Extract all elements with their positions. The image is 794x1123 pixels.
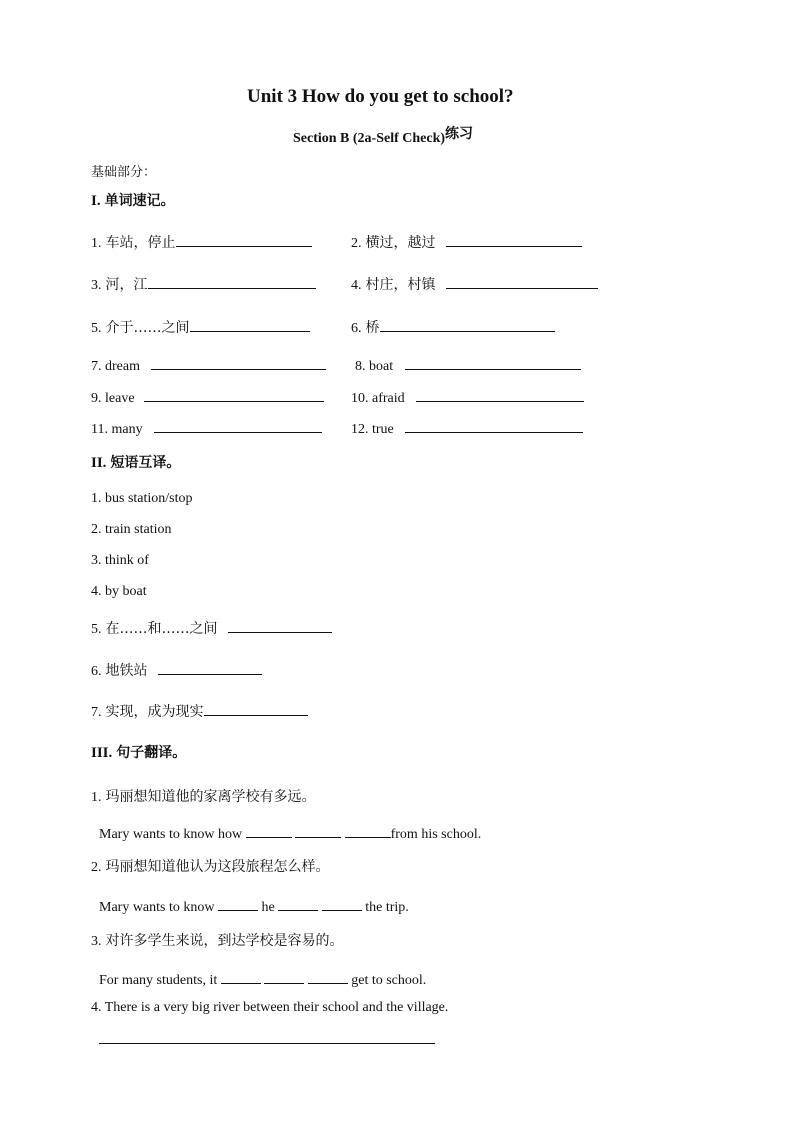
- answer-blank[interactable]: [144, 387, 324, 402]
- page-title: Unit 3 How do you get to school?: [247, 86, 514, 107]
- vocab-item: [91, 418, 322, 438]
- vocab-prompt: 村庄，村镇: [365, 277, 436, 293]
- answer-blank[interactable]: [295, 823, 341, 838]
- sentence-answer-line: [99, 969, 426, 989]
- phrase-item: 4. by boat: [91, 584, 147, 599]
- answer-blank[interactable]: [308, 969, 348, 984]
- answer-blank[interactable]: [446, 232, 582, 247]
- vocab-prompt: 9. leave: [91, 391, 135, 406]
- phrase-item: [91, 701, 308, 721]
- vocab-prompt: 12. true: [351, 422, 394, 437]
- answer-blank[interactable]: [264, 969, 304, 984]
- phrase-number: 5.: [91, 622, 102, 637]
- sentence-en-start: For many students, it: [99, 973, 218, 988]
- vocab-item: [351, 317, 555, 337]
- phrase-number: 7.: [91, 705, 102, 720]
- vocab-number: 2.: [351, 236, 362, 251]
- subtitle-en: Section B (2a-Self Check): [293, 131, 446, 146]
- vocab-item: [351, 232, 582, 252]
- vocab-number: 4.: [351, 278, 362, 293]
- sentence-number: 2.: [91, 860, 102, 875]
- sentence-en-end: get to school.: [351, 973, 427, 988]
- sentence-prompt: [91, 786, 316, 806]
- answer-blank[interactable]: [228, 618, 332, 633]
- vocab-prompt: 桥: [365, 320, 380, 336]
- vocab-prompt: 10. afraid: [351, 391, 405, 406]
- answer-blank[interactable]: [218, 896, 258, 911]
- vocab-prompt: 横过，越过: [365, 235, 436, 251]
- answer-blank[interactable]: [405, 355, 581, 370]
- section-1-numeral: I.: [91, 193, 101, 209]
- vocab-number: 5.: [91, 321, 102, 336]
- answer-blank[interactable]: [246, 823, 292, 838]
- answer-blank[interactable]: [154, 418, 322, 433]
- answer-blank[interactable]: [345, 823, 391, 838]
- sentence-en-end: the trip.: [365, 900, 409, 915]
- section-3-title: 句子翻译。: [116, 745, 187, 761]
- vocab-item: [91, 232, 312, 252]
- vocab-number: 6.: [351, 321, 362, 336]
- phrase-prompt: 地铁站: [105, 663, 148, 679]
- section-3-heading: [91, 742, 186, 762]
- phrase-item: 1. bus station/stop: [91, 491, 193, 506]
- phrase-item: [91, 660, 262, 680]
- subtitle-cn: 练习: [445, 126, 474, 142]
- vocab-number: 3.: [91, 278, 102, 293]
- sentence-answer-line: [99, 823, 481, 843]
- answer-blank[interactable]: [158, 660, 262, 675]
- phrase-prompt: 在……和……之间: [105, 621, 218, 637]
- sentence-en-mid: he: [261, 900, 275, 915]
- phrase-item: 3. think of: [91, 553, 149, 568]
- answer-blank[interactable]: [278, 896, 318, 911]
- sentence-prompt: [91, 930, 344, 950]
- vocab-prompt: 车站，停止: [105, 235, 176, 251]
- answer-blank[interactable]: [176, 232, 312, 247]
- sentence-prompt: [91, 856, 330, 876]
- answer-blank[interactable]: [446, 274, 598, 289]
- phrase-number: 6.: [91, 664, 102, 679]
- section-2-heading: [91, 452, 180, 472]
- sentence-en-start: Mary wants to know how: [99, 827, 243, 842]
- vocab-prompt: 河，江: [105, 277, 148, 293]
- basic-section-label: 基础部分：: [91, 165, 157, 180]
- section-2-title: 短语互译。: [110, 455, 181, 471]
- phrase-item: [91, 618, 332, 638]
- vocab-prompt: 7. dream: [91, 359, 140, 374]
- sentence-number: 3.: [91, 934, 102, 949]
- answer-blank[interactable]: [405, 418, 583, 433]
- vocab-item: [91, 387, 324, 407]
- vocab-item: [91, 274, 316, 294]
- answer-blank[interactable]: [204, 701, 308, 716]
- answer-blank[interactable]: [416, 387, 584, 402]
- sentence-answer-line: [99, 896, 409, 916]
- sentence-cn: 玛丽想知道他认为这段旅程怎么样。: [105, 859, 330, 875]
- answer-blank[interactable]: [190, 317, 310, 332]
- section-2-numeral: II.: [91, 455, 107, 471]
- answer-line[interactable]: [99, 1043, 435, 1044]
- answer-blank[interactable]: [221, 969, 261, 984]
- section-1-title: 单词速记。: [104, 193, 175, 209]
- vocab-item: [351, 387, 584, 407]
- answer-blank[interactable]: [322, 896, 362, 911]
- answer-blank[interactable]: [148, 274, 316, 289]
- vocab-prompt: 介于……之间: [105, 320, 190, 336]
- page-subtitle: [293, 127, 473, 147]
- vocab-number: 1.: [91, 236, 102, 251]
- vocab-prompt: 8. boat: [355, 359, 394, 374]
- vocab-item: [91, 355, 326, 375]
- phrase-prompt: 实现，成为现实: [105, 704, 204, 720]
- section-3-numeral: III.: [91, 745, 113, 761]
- vocab-item: [351, 418, 583, 438]
- vocab-item: [91, 317, 310, 337]
- phrase-item: 2. train station: [91, 522, 172, 537]
- vocab-item: [351, 274, 598, 294]
- sentence-number: 1.: [91, 790, 102, 805]
- sentence-en-start: Mary wants to know: [99, 900, 215, 915]
- answer-blank[interactable]: [151, 355, 326, 370]
- vocab-item: [355, 355, 581, 375]
- sentence-cn: 玛丽想知道他的家离学校有多远。: [105, 789, 316, 805]
- sentence-cn: 对许多学生来说，到达学校是容易的。: [105, 933, 344, 949]
- sentence-en-end: from his school.: [390, 827, 482, 842]
- section-1-heading: [91, 190, 175, 210]
- sentence-prompt: 4. There is a very big river between their school and the village.: [91, 1000, 449, 1015]
- vocab-prompt: 11. many: [91, 422, 143, 437]
- answer-blank[interactable]: [380, 317, 555, 332]
